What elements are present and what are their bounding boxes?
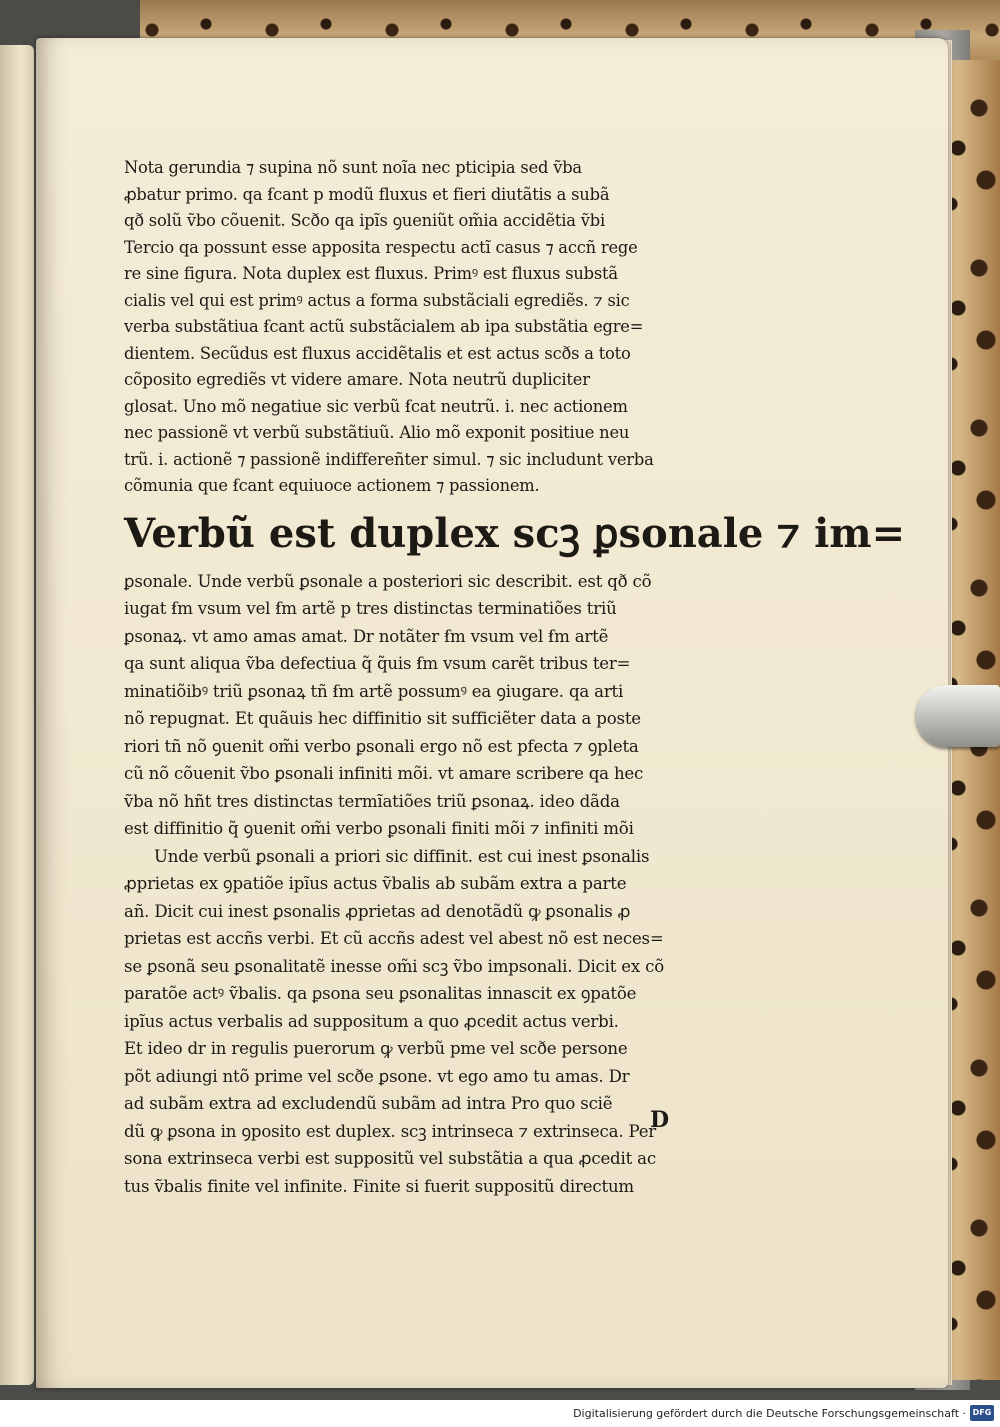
text-line: ꝓbatur primo. qa ẜcant p modũ fluxus et fieri diutãtis a subã <box>124 184 610 204</box>
text-line: prietas est accñs verbi. Et cũ accñs adest vel abest nõ est neces= <box>124 929 664 948</box>
funding-credit: Digitalisierung gefördert durch die Deutsche Forschungsgemeinschaft · <box>573 1407 966 1420</box>
text-line: se ꝑsonã seu ꝑsonalitatẽ inesse om̃i scꝫ ṽbo impsonali. Dicit ex cõ <box>124 956 665 976</box>
dfg-logo-icon: DFG <box>970 1405 994 1421</box>
text-line: riori tñ nõ ꝯuenit om̃i verbo ꝑsonali ergo nõ est pfecta ⁊ ꝯpleta <box>124 736 639 756</box>
text-line: qa sunt aliqua ṽba defectiua q̃ q̃uis ẜm vsum carẽt tribus ter= <box>124 654 631 673</box>
text-line: dientem. Secũdus est fluxus accidẽtalis et est actus scðs a toto <box>124 343 631 363</box>
text-line: ṽba nõ hñt tres distinctas termĩatiões triũ ꝑsonaꝝ. ideo dãda <box>124 791 620 811</box>
page-text-block <box>124 155 906 1200</box>
page-clip <box>916 685 1000 747</box>
text-line: sona extrinseca verbi est suppositũ vel substãtia a qua ꝓcedit ac <box>124 1149 656 1168</box>
text-line: re sine figura. Nota duplex est fluxus. Primꝰ est fluxus substã <box>124 264 618 283</box>
text-line: minatiõibꝰ triũ ꝑsonaꝝ tñ ẜm artẽ possumꝰ ea ꝯiugare. qa arti <box>124 681 624 701</box>
text-line: Nota gerundia ⁊ supina nõ sunt noĩa nec pticipia sed ṽba <box>124 158 582 177</box>
text-line: Unde verbũ ꝑsonali a priori sic diffinit. est cui inest ꝑsonalis <box>154 846 650 866</box>
text-line: cialis vel qui est primꝰ actus a forma substãciali egrediẽs. ⁊ sic <box>124 290 630 310</box>
text-line: añ. Dicit cui inest ꝑsonalis ꝓprietas ad denotãdũ ꝙ ꝑsonalis ꝓ <box>124 901 631 921</box>
text-line: glosat. Uno mõ negatiue sic verbũ ẜcat neutrũ. i. nec actionem <box>124 396 628 416</box>
text-line: cõposito egrediẽs vt videre amare. Nota neutrũ dupliciter <box>124 370 590 389</box>
facing-page-edge <box>0 45 34 1385</box>
section-heading: Verbũ est duplex scꝫ ꝑsonale ⁊ im= <box>124 509 906 557</box>
text-line: ꝑsonaꝝ. vt amo amas amat. Dr notãter ẜm vsum vel ẜm artẽ <box>124 626 609 646</box>
text-line: Et ideo dr in regulis puerorum ꝙ verbũ pme vel scðe persone <box>124 1039 628 1058</box>
text-line: ꝓprietas ex ꝯpatiõe ipĩus actus ṽbalis ab subãm extra a parte <box>124 874 627 893</box>
text-line: paratõe actꝰ ṽbalis. qa ꝑsona seu ꝑsonalitas innascit ex ꝯpatõe <box>124 984 637 1003</box>
text-line: trũ. i. actionẽ ⁊ passionẽ indiffereñter simul. ⁊ sic includunt verba <box>124 449 654 469</box>
footer-bar <box>0 1400 1000 1427</box>
text-line: nõ repugnat. Et quãuis hec diffinitio sit sufficiẽter data a poste <box>124 709 641 728</box>
text-line: cũ nõ cõuenit ṽbo ꝑsonali infiniti mõi. vt amare scribere qa hec <box>124 764 644 783</box>
text-line: cõmunia que ẜcant equiuoce actionem ⁊ passionem. <box>124 476 540 495</box>
paragraph-top <box>124 155 744 500</box>
text-line: iugat ẜm vsum vel ẜm artẽ p tres distinctas terminatiões triũ <box>124 599 617 618</box>
text-line: nec passionẽ vt verbũ substãtiuũ. Alio mõ exponit positiue neu <box>124 423 630 442</box>
text-line: ꝑsonale. Unde verbũ ꝑsonale a posteriori sic describit. est qð cõ <box>124 571 652 591</box>
text-line: Tercio qa possunt esse apposita respectu actĩ casus ⁊ accñ rege <box>124 237 638 257</box>
text-line: qð solũ ṽbo cõuenit. Scðo qa ipĩs ꝯueniũt om̃ia accidẽtia ṽbi <box>124 211 605 230</box>
text-line: est diffinitio q̃ ꝯuenit om̃i verbo ꝑsonali finiti mõi ⁊ infiniti mõi <box>124 819 634 838</box>
text-line: dũ ꝙ ꝑsona in ꝯposito est duplex. scꝫ intrinseca ⁊ extrinseca. Per <box>124 1121 657 1141</box>
text-line: verba substãtiua ẜcant actũ substãcialem ab ipa substãtia egre= <box>124 317 644 336</box>
signature-mark: D <box>650 1107 670 1133</box>
text-line: põt adiungi ntõ prime vel scðe ꝑsone. vt ego amo tu amas. Dr <box>124 1066 630 1086</box>
text-line: tus ṽbalis finite vel infinite. Finite si fuerit suppositũ directum <box>124 1176 634 1196</box>
text-line: ipĩus actus verbalis ad suppositum a quo ꝓcedit actus verbi. <box>124 1011 619 1031</box>
text-line: ad subãm extra ad excludendũ subãm ad intra Pro quo sciẽ <box>124 1094 613 1113</box>
